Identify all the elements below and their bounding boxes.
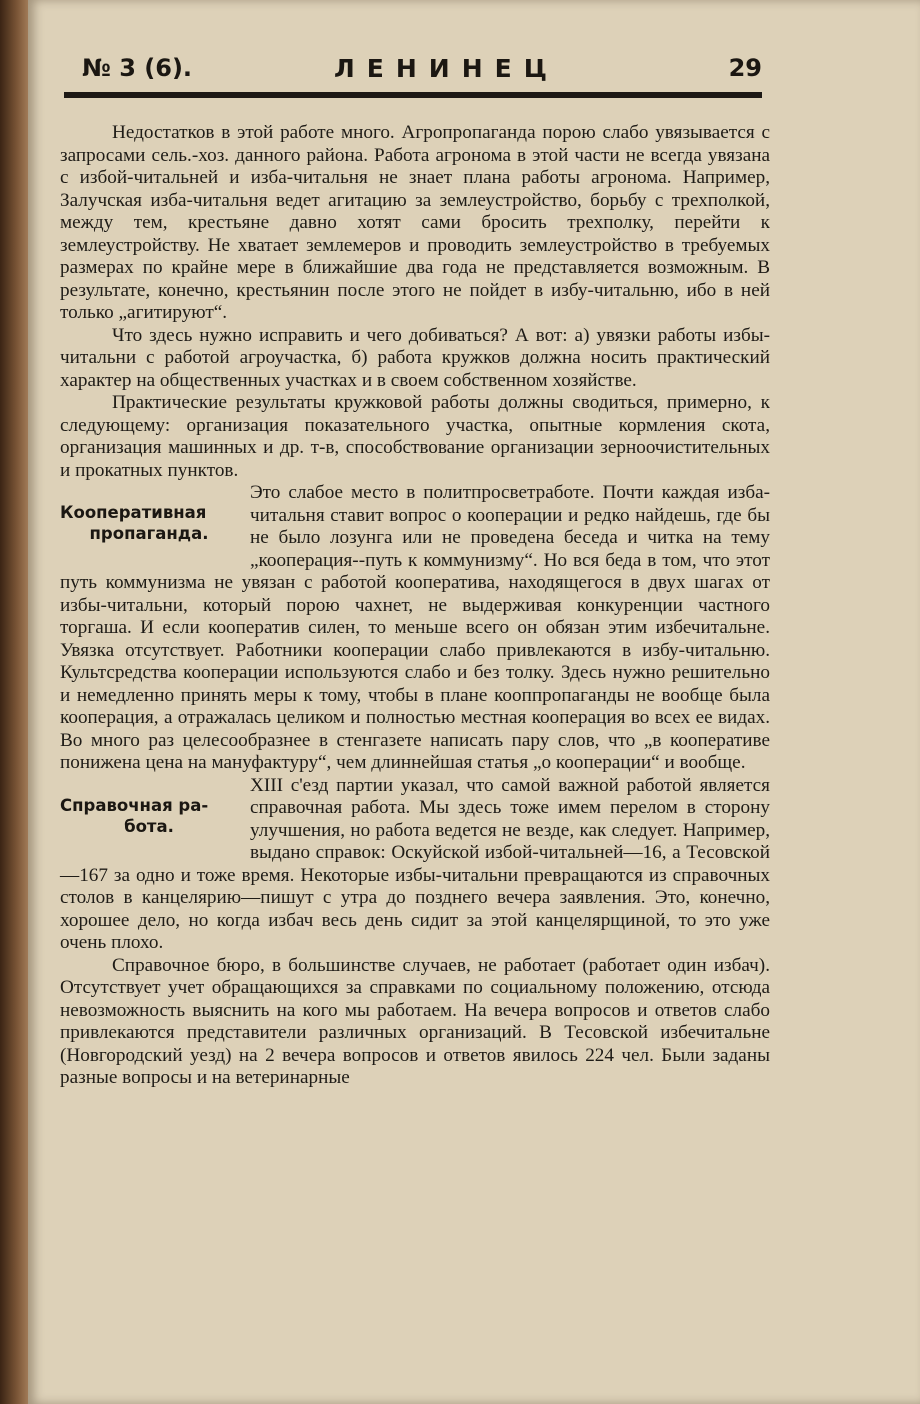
sidehead-line: пропаганда. bbox=[89, 524, 209, 543]
article-body bbox=[60, 122, 770, 1090]
page-header bbox=[82, 54, 762, 88]
issue-number: № 3 (6). bbox=[82, 54, 193, 82]
paragraph-practical-results: Практические результаты кружковой работы должны сводиться, примерно, к следующему: организация показательного участка, опытные кормления скота, организация машинных и др. т-в, способствование организации зерноочистительных и прокатных пунктов. bbox=[60, 392, 770, 481]
paragraph-reference-bureau: Справочное бюро, в большинстве случаев, не работает (работает один избач). Отсутствует учет обращающихся за справками по социальному положению, отсюда невозможность выяснить на кого мы работаем. На вечера вопросов и ответов слабо привлекаются представители различных организаций. В Тесовской избечитальне (Новгородский уезд) на 2 вечера вопросов и ответов явилось 224 чел. Были заданы разные вопросы и на ветеринарные bbox=[60, 954, 770, 1088]
masthead-title: ЛЕНИНЕЦ bbox=[334, 54, 559, 83]
paragraph-reference-work: XIII с'езд партии указал, что самой важной работой является справочная работа. Мы здесь тоже имем перелом в сторону улучшения, но работа ведется не везде, как следует. Например, выдано справок: Оскуйской избой-читальней—16, а Тесовской—167 за одно и тоже время. Некоторые избы-читальни превращаются из справочных столов в канцелярию—пишут с утра до позднего вечера заявления. Это, конечно, хорошее дело, но когда избач весь день сидит за этой канцелярщиной, то это уже очень плохо. bbox=[60, 774, 770, 953]
page-binding-edge bbox=[0, 0, 28, 1404]
sidehead-line: бота. bbox=[124, 816, 174, 836]
sidehead-line: Кооперативная bbox=[60, 503, 207, 522]
sidehead-line: Справочная ра- bbox=[60, 795, 209, 815]
header-rule bbox=[64, 92, 762, 98]
sidehead-cooperative-propaganda bbox=[60, 502, 238, 544]
sidehead-reference-work bbox=[60, 795, 238, 837]
page-number: 29 bbox=[728, 54, 762, 82]
paragraph-cooperative-propaganda: Это слабое место в политпросветработе. Почти каждая изба-читальня ставит вопрос о кооперации и редко найдешь, где бы не было лозунга или не проведена беседа и читка на тему „кооперация--путь к коммунизму“. Но вся беда в том, что этот путь коммунизма не увязан с работой кооператива, находящегося в двух шагах от избы-читальни, который порою чахнет, не выдерживая конкуренции частного торгаша. И если кооператив силен, то меньше всего он обязан этим избечитальне. Увязка отсутствует. Работники кооперации слабо привлекаются в избу-читальню. Культсредства кооперации используются слабо и без толку. Здесь нужно решительно и немедленно принять меры к тому, чтобы в плане кооппропаганды не вообще была кооперация, а отражалась целиком и полностью местная кооперация во всех ее видах. Во много раз целесообразнее в стенгазете написать пару слов, что „в кооперативе понижена цена на мануфактуру“, чем длиннейшая статья „о кооперации“ и вообще. bbox=[60, 482, 770, 773]
paragraph-what-to-fix: Что здесь нужно исправить и чего добиваться? А вот: а) увязки работы избы-читальни с работой агроучастка, б) работа кружков должна носить практический характер на общественных участках и в своем собственном хозяйстве. bbox=[60, 324, 770, 391]
paragraph-agro-shortcomings: Недостатков в этой работе много. Агропропаганда порою слабо увязывается с запросами сель.-хоз. данного района. Работа агронома в этой части не всегда увязана с избой-читальней и изба-читальня не знает плана работы агронома. Например, Залучская изба-читальня ведет агитацию за землеустройство, борьбу с трехполкой, между тем, крестьяне давно хотят сами бросить трехполку, перейти к землеустройству. Не хватает землемеров и проводить землеустройство в требуемых размерах по крайне мере в ближайшие два года не представляется возможным. В результате, конечно, крестьянин после этого не пойдет в избу-читальню, ибо в ней только „агитируют“. bbox=[60, 122, 770, 323]
